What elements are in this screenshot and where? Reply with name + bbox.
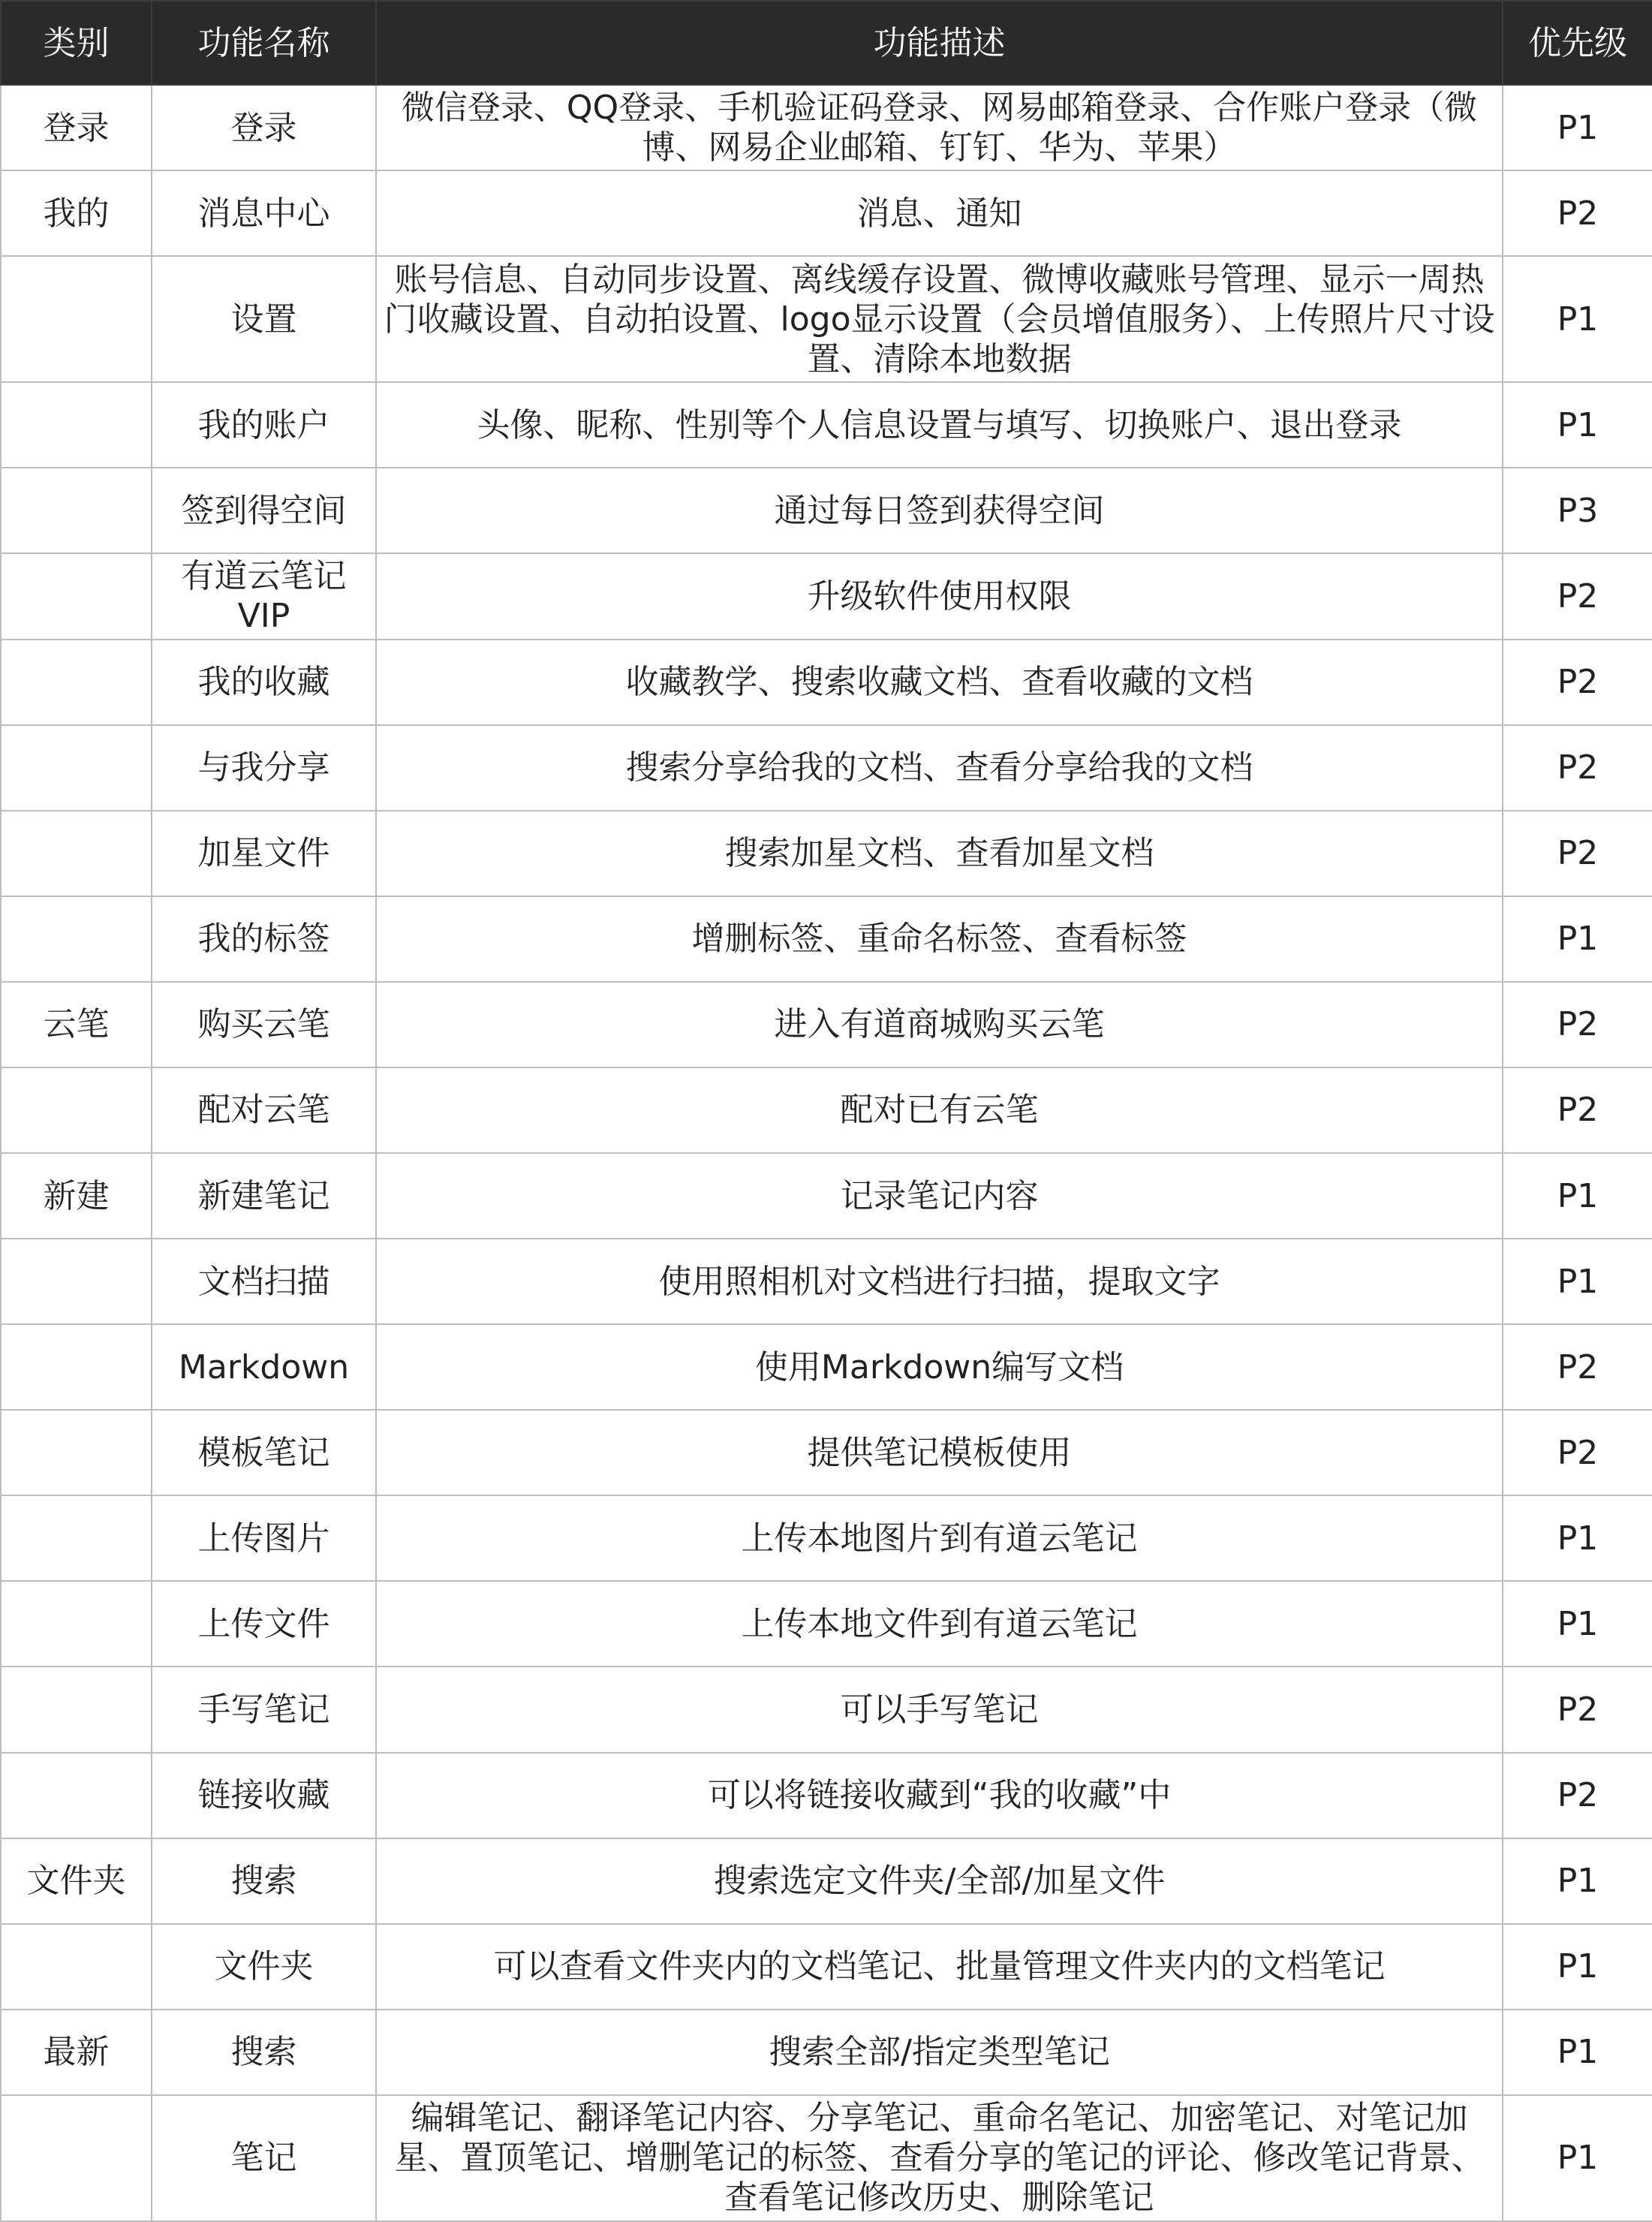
table-row bbox=[1, 85, 1652, 170]
cell-name: Markdown bbox=[152, 1324, 376, 1410]
cell-name: 文档扫描 bbox=[152, 1239, 376, 1324]
cell-name: 消息中心 bbox=[152, 170, 376, 256]
cell-description: 通过每日签到获得空间 bbox=[376, 468, 1503, 553]
cell-priority: P2 bbox=[1503, 1753, 1652, 1838]
table-row bbox=[1, 1495, 1652, 1581]
cell-description: 配对已有云笔 bbox=[376, 1067, 1503, 1153]
cell-category bbox=[1, 1924, 152, 2010]
table-row bbox=[1, 1666, 1652, 1752]
cell-description: 增删标签、重命名标签、查看标签 bbox=[376, 896, 1503, 982]
cell-name: 上传图片 bbox=[152, 1495, 376, 1581]
cell-category: 文件夹 bbox=[1, 1838, 152, 1924]
cell-category: 新建 bbox=[1, 1153, 152, 1239]
cell-name: 手写笔记 bbox=[152, 1666, 376, 1752]
cell-category bbox=[1, 896, 152, 982]
table-row bbox=[1, 468, 1652, 553]
header-priority: 优先级 bbox=[1503, 1, 1652, 85]
cell-priority: P1 bbox=[1503, 256, 1652, 382]
table-row bbox=[1, 896, 1652, 982]
table-row bbox=[1, 1153, 1652, 1239]
cell-name: 加星文件 bbox=[152, 811, 376, 896]
cell-name: 搜索 bbox=[152, 2010, 376, 2095]
cell-priority: P2 bbox=[1503, 1324, 1652, 1410]
cell-description: 账号信息、自动同步设置、离线缓存设置、微博收藏账号管理、显示一周热门收藏设置、自动拍设置、logo显示设置（会员增值服务）、上传照片尺寸设置、清除本地数据 bbox=[376, 256, 1503, 382]
table-row bbox=[1, 1838, 1652, 1924]
header-category: 类别 bbox=[1, 1, 152, 85]
cell-category bbox=[1, 1495, 152, 1581]
cell-description: 搜索全部/指定类型笔记 bbox=[376, 2010, 1503, 2095]
cell-category bbox=[1, 811, 152, 896]
cell-priority: P1 bbox=[1503, 1581, 1652, 1666]
table-row bbox=[1, 725, 1652, 811]
cell-priority: P1 bbox=[1503, 1495, 1652, 1581]
cell-category bbox=[1, 256, 152, 382]
cell-category bbox=[1, 725, 152, 811]
table-header bbox=[1, 1, 1652, 85]
cell-category: 我的 bbox=[1, 170, 152, 256]
cell-priority: P1 bbox=[1503, 896, 1652, 982]
cell-priority: P1 bbox=[1503, 2010, 1652, 2095]
cell-priority: P2 bbox=[1503, 170, 1652, 256]
cell-priority: P2 bbox=[1503, 982, 1652, 1067]
table-row bbox=[1, 640, 1652, 725]
cell-name: 我的账户 bbox=[152, 382, 376, 468]
cell-name: 笔记 bbox=[152, 2095, 376, 2221]
cell-priority: P1 bbox=[1503, 85, 1652, 170]
table-row bbox=[1, 1924, 1652, 2010]
cell-name: 签到得空间 bbox=[152, 468, 376, 553]
table-row bbox=[1, 1410, 1652, 1495]
cell-description: 搜索选定文件夹/全部/加星文件 bbox=[376, 1838, 1503, 1924]
cell-category: 登录 bbox=[1, 85, 152, 170]
cell-description: 上传本地文件到有道云笔记 bbox=[376, 1581, 1503, 1666]
cell-description: 提供笔记模板使用 bbox=[376, 1410, 1503, 1495]
cell-priority: P2 bbox=[1503, 1666, 1652, 1752]
cell-priority: P2 bbox=[1503, 1410, 1652, 1495]
cell-category bbox=[1, 382, 152, 468]
cell-name: 搜索 bbox=[152, 1838, 376, 1924]
cell-description: 可以手写笔记 bbox=[376, 1666, 1503, 1752]
cell-priority: P1 bbox=[1503, 1239, 1652, 1324]
cell-category bbox=[1, 2095, 152, 2221]
cell-name: 新建笔记 bbox=[152, 1153, 376, 1239]
cell-name: 购买云笔 bbox=[152, 982, 376, 1067]
table-row bbox=[1, 1239, 1652, 1324]
table-row bbox=[1, 256, 1652, 382]
header-description: 功能描述 bbox=[376, 1, 1503, 85]
cell-description: 记录笔记内容 bbox=[376, 1153, 1503, 1239]
cell-priority: P2 bbox=[1503, 811, 1652, 896]
cell-description: 可以将链接收藏到“我的收藏”中 bbox=[376, 1753, 1503, 1838]
cell-name: 与我分享 bbox=[152, 725, 376, 811]
cell-category bbox=[1, 640, 152, 725]
cell-category bbox=[1, 468, 152, 553]
cell-name: 上传文件 bbox=[152, 1581, 376, 1666]
cell-priority: P2 bbox=[1503, 553, 1652, 639]
cell-category bbox=[1, 1324, 152, 1410]
cell-priority: P2 bbox=[1503, 725, 1652, 811]
cell-name: 配对云笔 bbox=[152, 1067, 376, 1153]
table-row bbox=[1, 982, 1652, 1067]
cell-description: 搜索分享给我的文档、查看分享给我的文档 bbox=[376, 725, 1503, 811]
cell-name: 有道云笔记VIP bbox=[152, 553, 376, 639]
cell-category bbox=[1, 1067, 152, 1153]
cell-name: 我的收藏 bbox=[152, 640, 376, 725]
cell-description: 编辑笔记、翻译笔记内容、分享笔记、重命名笔记、加密笔记、对笔记加星、置顶笔记、增删笔记的标签、查看分享的笔记的评论、修改笔记背景、查看笔记修改历史、删除笔记 bbox=[376, 2095, 1503, 2221]
header-name: 功能名称 bbox=[152, 1, 376, 85]
table-row bbox=[1, 553, 1652, 639]
cell-name: 文件夹 bbox=[152, 1924, 376, 2010]
cell-category bbox=[1, 1581, 152, 1666]
table-row bbox=[1, 2010, 1652, 2095]
cell-description: 可以查看文件夹内的文档笔记、批量管理文件夹内的文档笔记 bbox=[376, 1924, 1503, 2010]
cell-description: 进入有道商城购买云笔 bbox=[376, 982, 1503, 1067]
cell-category: 最新 bbox=[1, 2010, 152, 2095]
cell-description: 上传本地图片到有道云笔记 bbox=[376, 1495, 1503, 1581]
cell-priority: P3 bbox=[1503, 468, 1652, 553]
cell-priority: P1 bbox=[1503, 2095, 1652, 2221]
table-row bbox=[1, 1753, 1652, 1838]
cell-priority: P2 bbox=[1503, 640, 1652, 725]
cell-name: 模板笔记 bbox=[152, 1410, 376, 1495]
table-row bbox=[1, 1324, 1652, 1410]
cell-description: 使用照相机对文档进行扫描，提取文字 bbox=[376, 1239, 1503, 1324]
cell-description: 搜索加星文档、查看加星文档 bbox=[376, 811, 1503, 896]
cell-category bbox=[1, 1239, 152, 1324]
table-row bbox=[1, 1581, 1652, 1666]
table-row bbox=[1, 382, 1652, 468]
cell-category bbox=[1, 1753, 152, 1838]
cell-description: 升级软件使用权限 bbox=[376, 553, 1503, 639]
cell-description: 消息、通知 bbox=[376, 170, 1503, 256]
cell-category bbox=[1, 553, 152, 639]
table-row bbox=[1, 2095, 1652, 2221]
header-row bbox=[1, 1, 1652, 85]
cell-category bbox=[1, 1410, 152, 1495]
cell-description: 使用Markdown编写文档 bbox=[376, 1324, 1503, 1410]
table-body bbox=[1, 85, 1652, 2221]
cell-priority: P1 bbox=[1503, 382, 1652, 468]
cell-name: 登录 bbox=[152, 85, 376, 170]
cell-description: 微信登录、QQ登录、手机验证码登录、网易邮箱登录、合作账户登录（微博、网易企业邮箱、钉钉、华为、苹果） bbox=[376, 85, 1503, 170]
table-row bbox=[1, 1067, 1652, 1153]
cell-name: 链接收藏 bbox=[152, 1753, 376, 1838]
cell-name: 我的标签 bbox=[152, 896, 376, 982]
cell-priority: P1 bbox=[1503, 1838, 1652, 1924]
cell-priority: P1 bbox=[1503, 1153, 1652, 1239]
cell-category: 云笔 bbox=[1, 982, 152, 1067]
table-row bbox=[1, 170, 1652, 256]
cell-category bbox=[1, 1666, 152, 1752]
cell-description: 头像、昵称、性别等个人信息设置与填写、切换账户、退出登录 bbox=[376, 382, 1503, 468]
table-row bbox=[1, 811, 1652, 896]
cell-name: 设置 bbox=[152, 256, 376, 382]
cell-priority: P2 bbox=[1503, 1067, 1652, 1153]
cell-priority: P1 bbox=[1503, 1924, 1652, 2010]
cell-description: 收藏教学、搜索收藏文档、查看收藏的文档 bbox=[376, 640, 1503, 725]
